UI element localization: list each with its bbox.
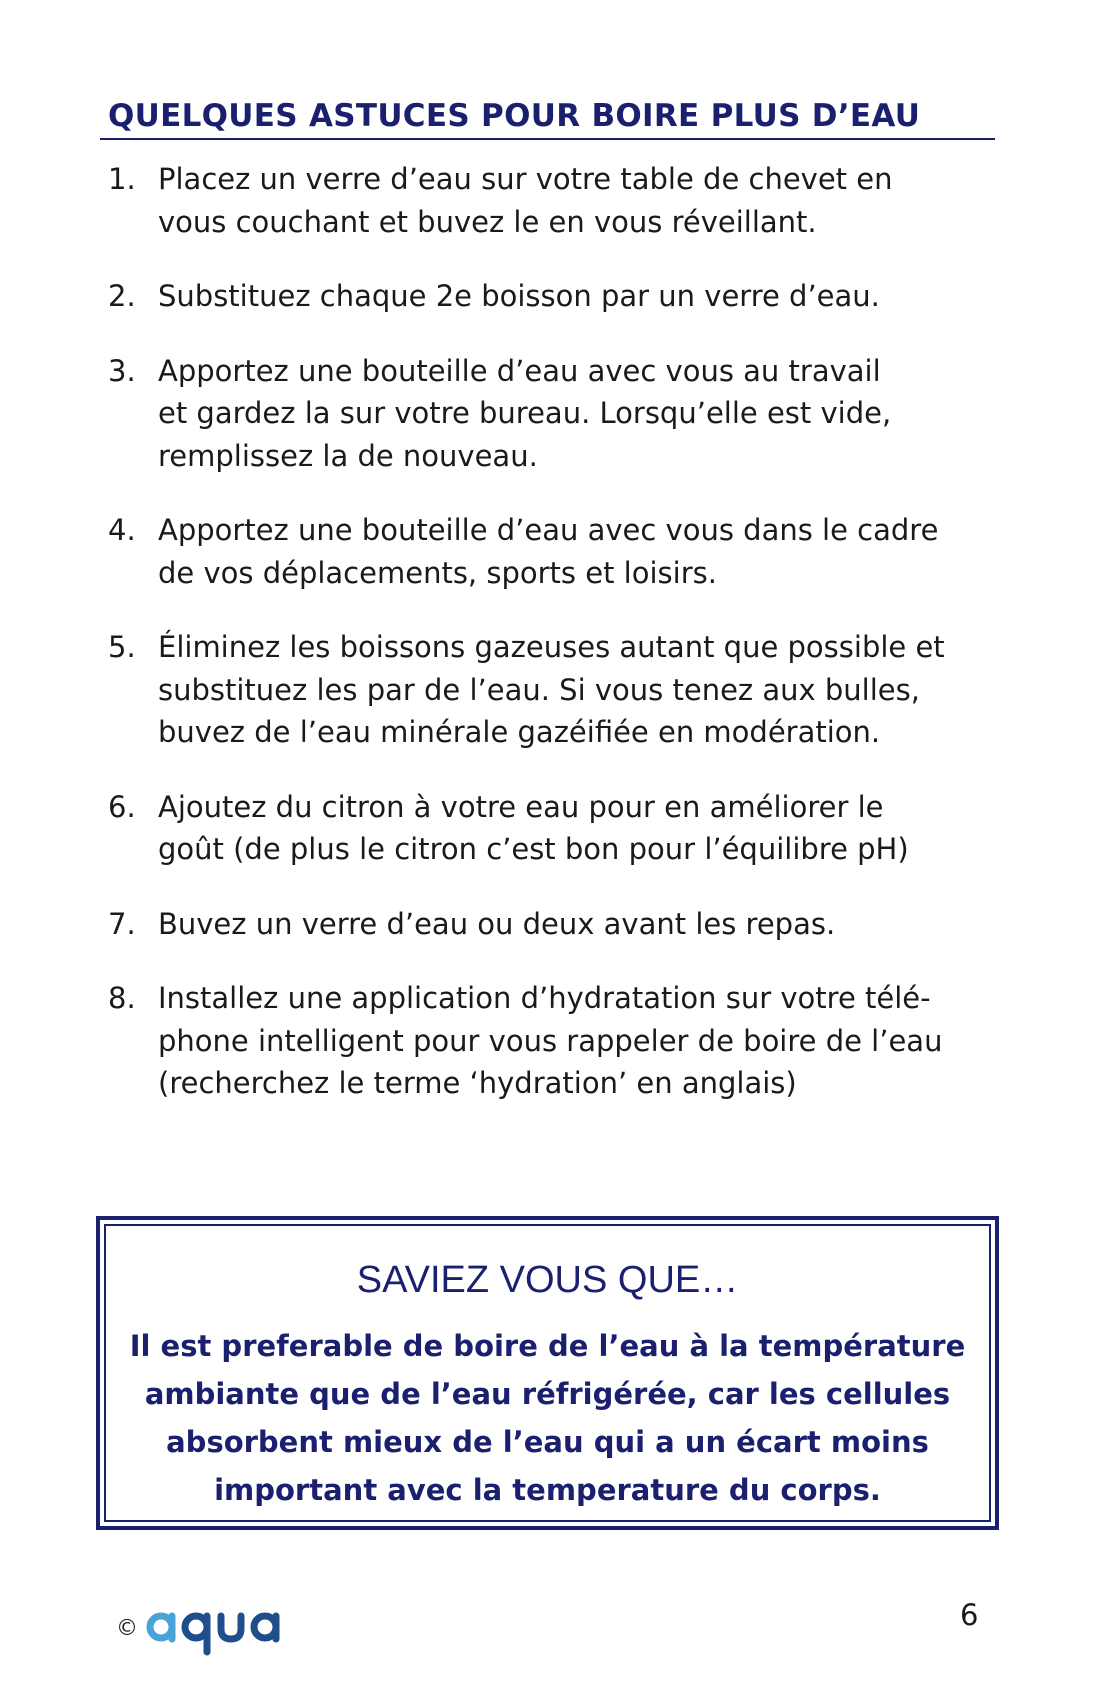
did-you-know-title: SAVIEZ VOUS QUE…	[356, 1259, 739, 1301]
tip-text: Apportez une bouteille d’eau avec vous au travail et gardez la sur votre bureau. Lorsqu’elle est vide, remplissez la de nouveau.	[158, 353, 892, 473]
page-number: 6	[960, 1598, 979, 1632]
list-item	[108, 903, 1008, 946]
tip-text: Substituez chaque 2e boisson par un verre d’eau.	[158, 279, 880, 313]
tip-number: 4.	[108, 513, 136, 547]
tip-text: Apportez une bouteille d’eau avec vous dans le cadre de vos déplacements, sports et loisirs.	[158, 513, 939, 590]
list-item	[108, 275, 1008, 318]
footer-brand	[116, 1598, 294, 1658]
tip-text: Buvez un verre d’eau ou deux avant les repas.	[158, 906, 836, 941]
tip-number: 3.	[108, 353, 136, 388]
list-item	[108, 158, 1008, 243]
tip-number: 8.	[108, 981, 136, 1015]
tip-text: Installez une application d’hydratation sur votre télé- phone intelligent pour vous rappeler de boire de l’eau (recherchez le terme ‘hydration’ en anglais)	[158, 981, 943, 1100]
tip-text: Ajoutez du citron à votre eau pour en améliorer le goût (de plus le citron c’est bon pour l’équilibre pH)	[158, 789, 909, 866]
tip-text: Placez un verre d’eau sur votre table de chevet en vous couchant et buvez le en vous réveillant.	[158, 162, 893, 239]
heading-text: QUELQUES ASTUCES POUR BOIRE PLUS D’EAU	[108, 98, 921, 134]
tip-text: Éliminez les boissons gazeuses autant que possible et substituez les par de l’eau. Si vous tenez aux bulles, buvez de l’eau minérale gazéifiée en modération.	[158, 630, 945, 749]
list-item	[108, 509, 1008, 594]
did-you-know-body: Il est preferable de boire de l’eau à la température ambiante que de l’eau réfrigérée, car les cellules absorbent mieux de l’eau qui a un écart moins important avec la temperature du corps.	[129, 1329, 966, 1507]
tips-list	[108, 158, 1008, 1137]
tip-number: 6.	[108, 789, 136, 824]
list-item	[108, 786, 1008, 871]
list-item	[108, 350, 1008, 478]
list-item	[108, 626, 1008, 754]
did-you-know-box	[96, 1216, 999, 1530]
aqua-logo-icon	[144, 1600, 294, 1656]
tip-number: 7.	[108, 906, 136, 941]
tip-number: 1.	[108, 162, 136, 196]
tip-number: 5.	[108, 630, 136, 664]
section-heading	[100, 96, 995, 140]
copyright-symbol: ©	[116, 1615, 138, 1641]
did-you-know-inner-frame	[104, 1224, 991, 1522]
tip-number: 2.	[108, 279, 136, 313]
list-item	[108, 977, 1008, 1105]
